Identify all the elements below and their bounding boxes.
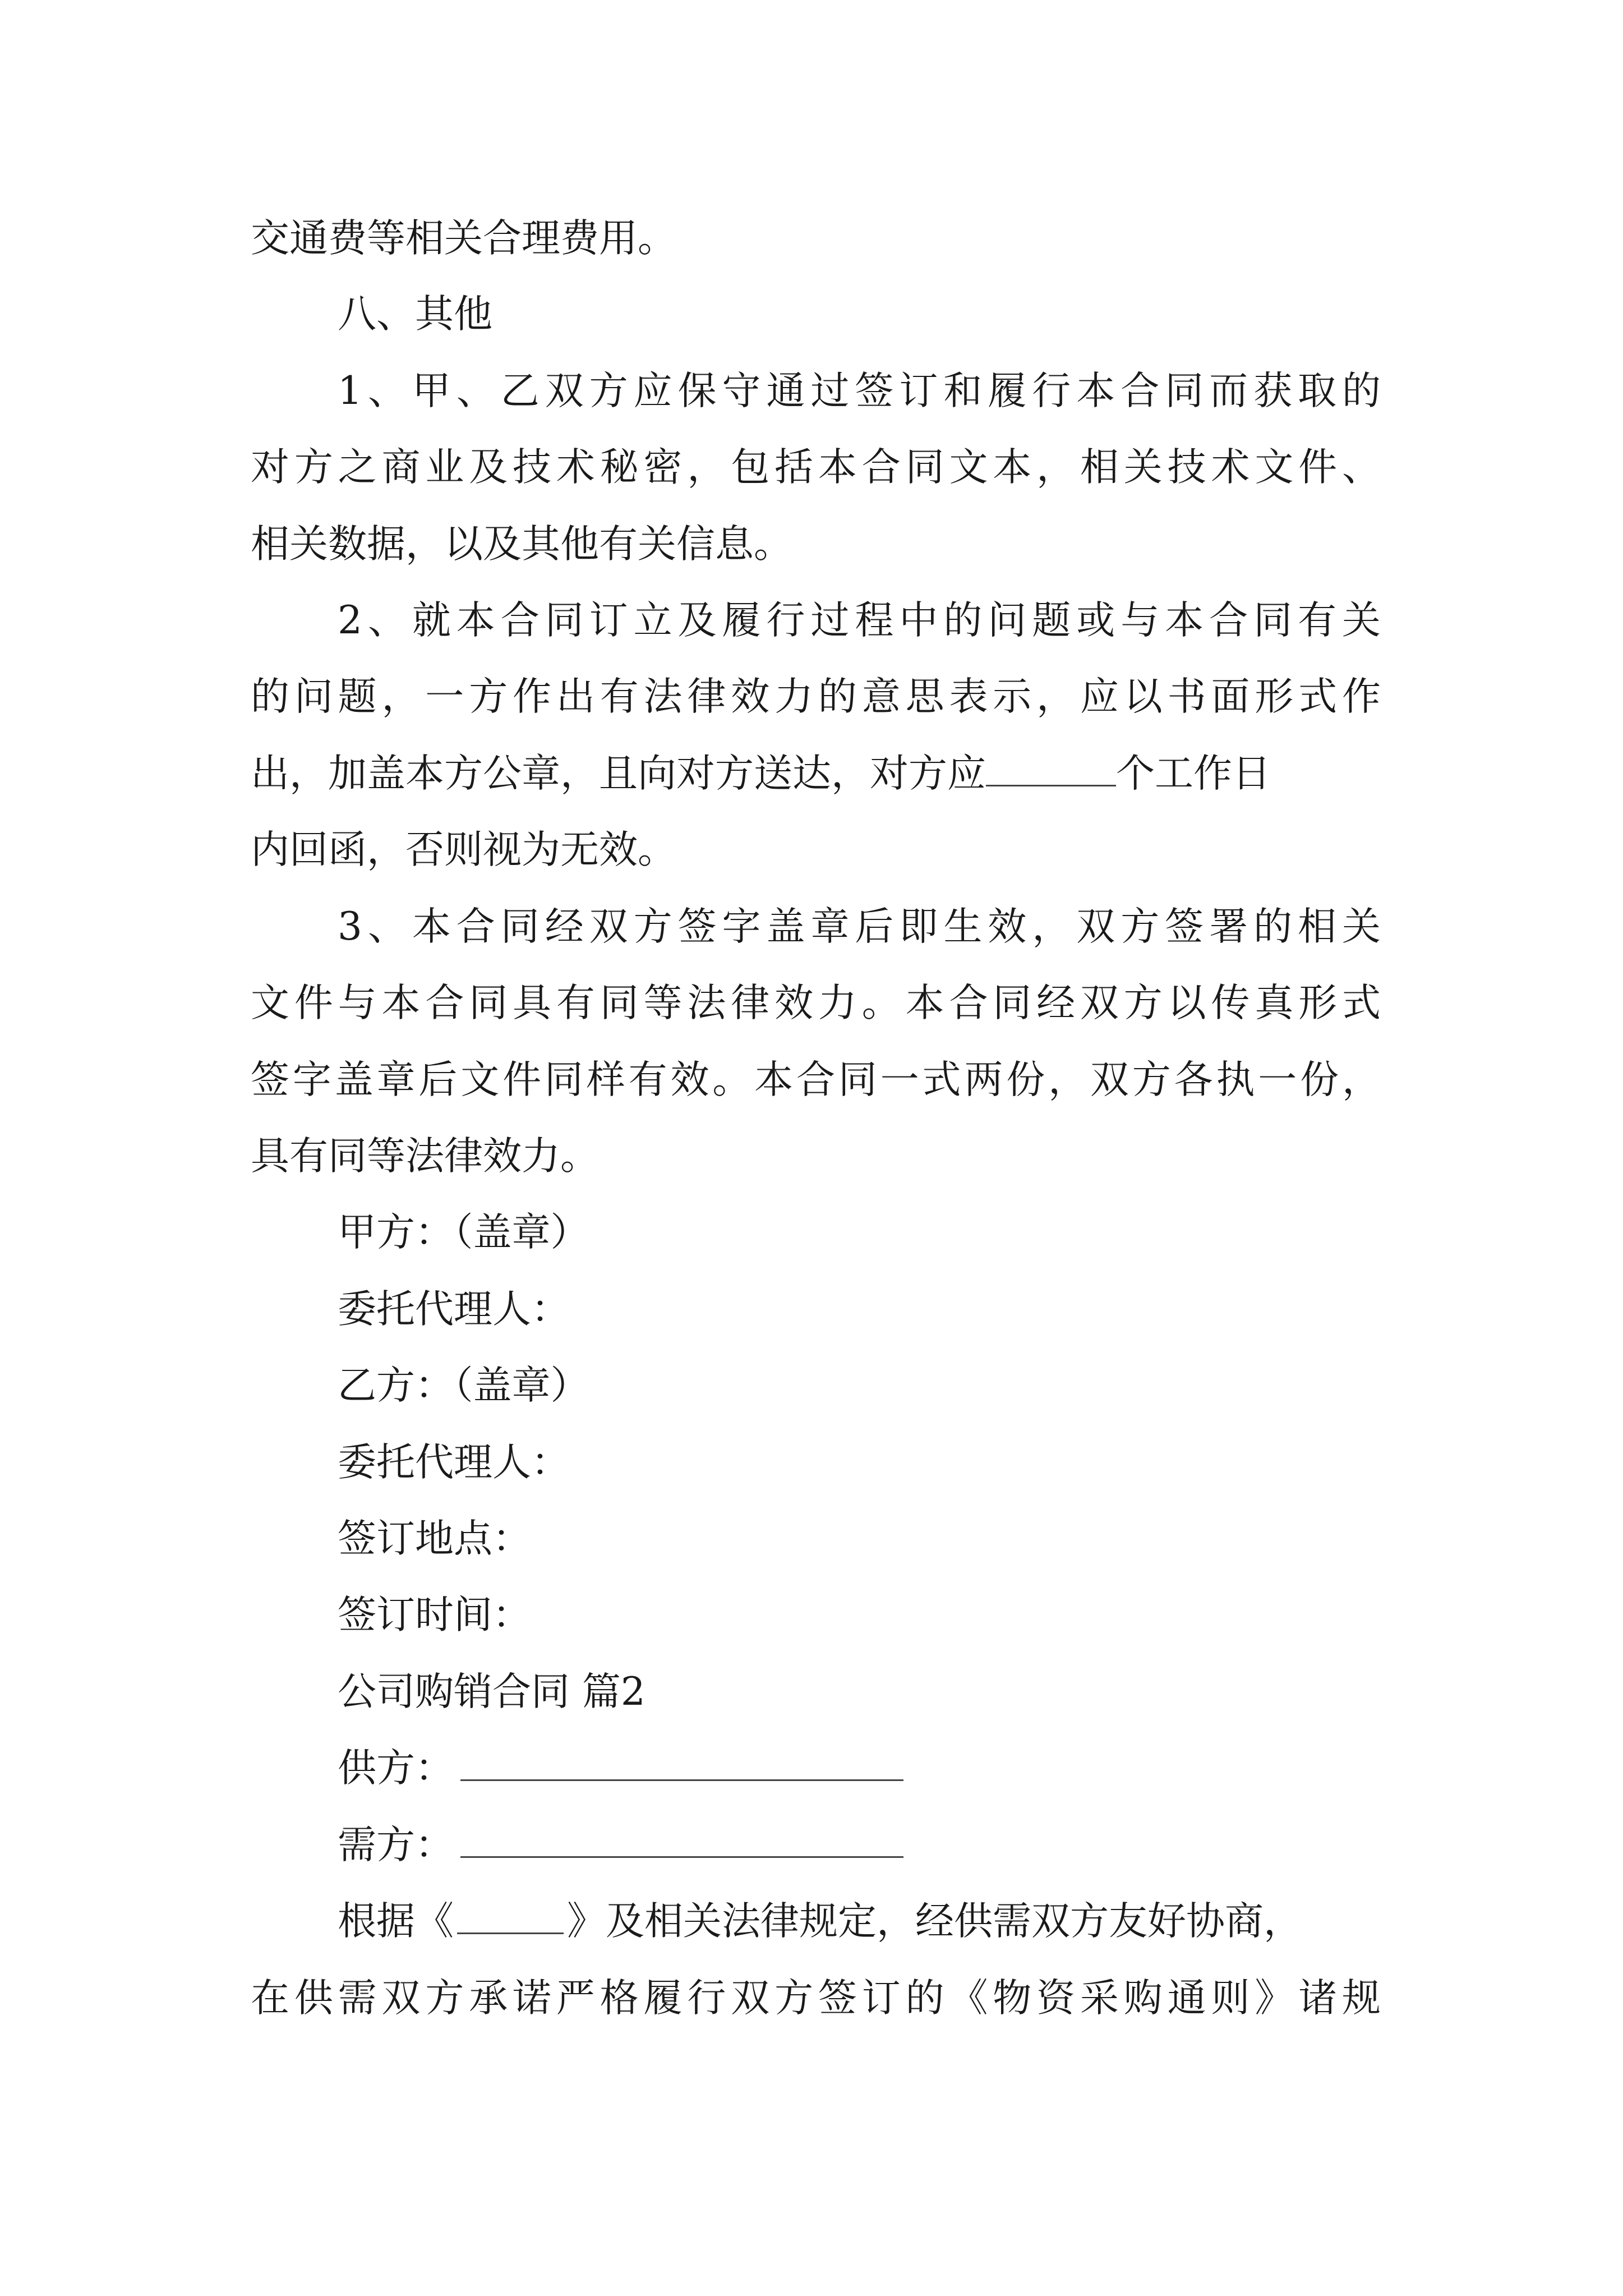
paragraph-line: 3、本合同经双方签字盖章后即生效，双方签署的相关 [338, 904, 1381, 949]
section-heading: 八、其他 [338, 292, 492, 337]
paragraph-line: 签字盖章后文件同样有效。本合同一式两份，双方各执一份， [251, 1057, 1381, 1102]
paragraph-line: 文件与本合同具有同等法律效力。本合同经双方以传真形式 [251, 981, 1381, 1025]
buyer-line [338, 1817, 903, 1873]
paragraph-line: 交通费等相关合理费用。 [251, 216, 676, 261]
party-b-agent-label: 委托代理人： [338, 1440, 570, 1485]
supplier-blank[interactable] [460, 1745, 903, 1781]
party-b-seal-label: 乙方：（盖章） [338, 1363, 589, 1408]
law-name-blank[interactable] [457, 1898, 564, 1934]
supplier-label: 供方： [338, 1746, 454, 1791]
line-text: 》及相关法律规定，经供需双方友好协商， [567, 1899, 1302, 1944]
paragraph-line: 相关数据，以及其他有关信息。 [251, 522, 792, 567]
fill-in-blank-days[interactable] [986, 750, 1116, 786]
line-text: 出，加盖本方公章，且向对方送达，对方应 [251, 751, 986, 796]
paragraph-line: 对方之商业及技术秘密，包括本合同文本，相关技术文件、 [251, 445, 1381, 490]
paragraph-line: 的问题，一方作出有法律效力的意思表示，应以书面形式作 [251, 674, 1381, 719]
paragraph-line: 内回函，否则视为无效。 [251, 827, 676, 872]
buyer-label: 需方： [338, 1823, 454, 1867]
signing-time-label: 签订时间： [338, 1593, 531, 1637]
paragraph-line [251, 746, 1381, 802]
paragraph-line: 2、就本合同订立及履行过程中的问题或与本合同有关 [338, 598, 1381, 643]
buyer-blank[interactable] [460, 1821, 903, 1858]
supplier-line [338, 1740, 903, 1796]
paragraph-line: 在供需双方承诺严格履行双方签订的《物资采购通则》诸规 [251, 1976, 1381, 2021]
paragraph-line [338, 1893, 1381, 1949]
paragraph-line: 1、甲、乙双方应保守通过签订和履行本合同而获取的 [338, 369, 1381, 413]
line-text: 个工作日 [1116, 751, 1271, 796]
party-a-seal-label: 甲方：（盖章） [338, 1210, 589, 1255]
line-text: 根据《 [338, 1899, 454, 1944]
signing-place-label: 签订地点： [338, 1516, 531, 1561]
contract-heading: 公司购销合同 篇2 [338, 1669, 645, 1714]
paragraph-line: 具有同等法律效力。 [251, 1134, 599, 1179]
party-a-agent-label: 委托代理人： [338, 1287, 570, 1332]
